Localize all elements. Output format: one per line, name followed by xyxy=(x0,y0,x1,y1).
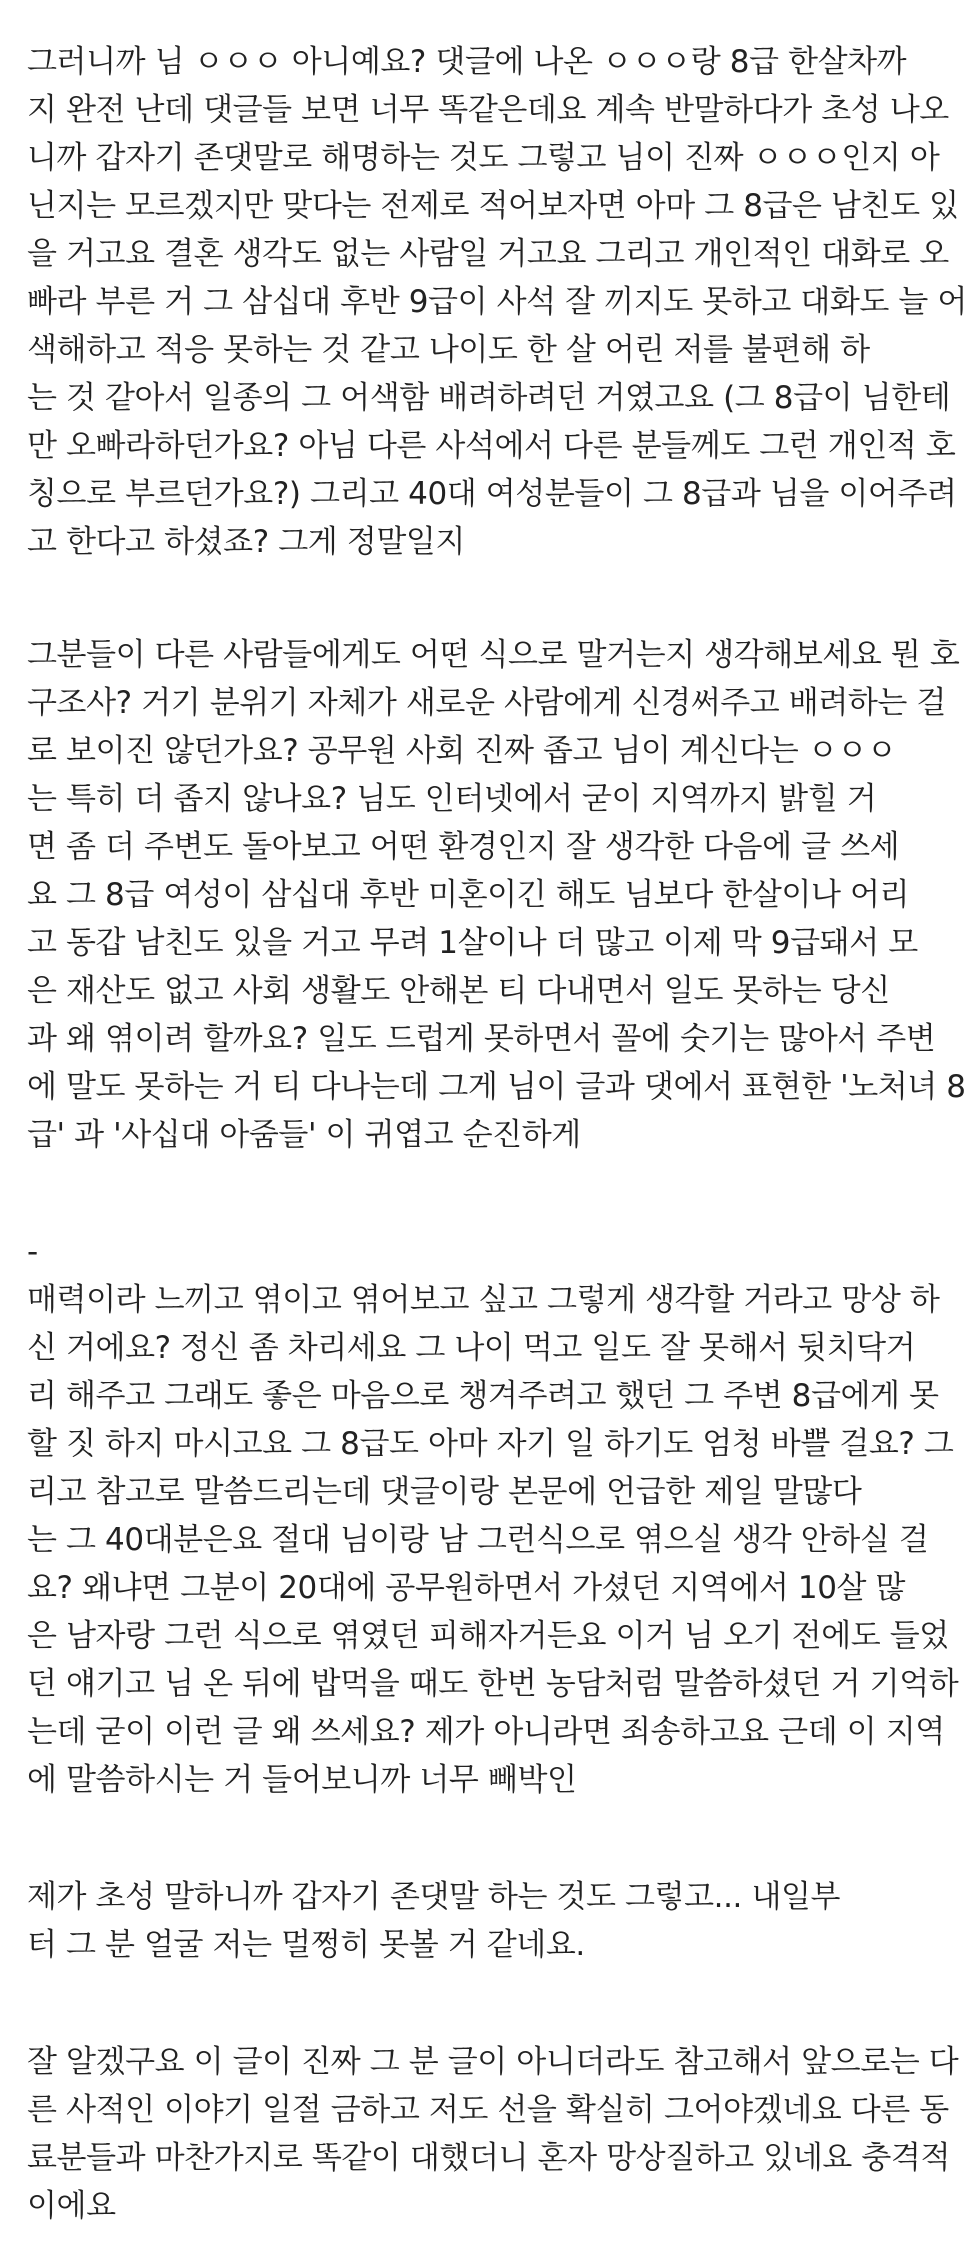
text-line: 료분들과 마찬가지로 똑같이 대했더니 혼자 망상질하고 있네요 충격적 xyxy=(27,2140,951,2176)
text-line: 제가 초성 말하니까 갑자기 존댓말 하는 것도 그렇고... 내일부 xyxy=(27,1879,841,1915)
text-line: 칭으로 부르던가요?) 그리고 40대 여성분들이 그 8급과 님을 이어주려 xyxy=(27,476,957,512)
text-line: 리고 참고로 말씀드리는데 댓글이랑 본문에 언급한 제일 말많다 xyxy=(27,1474,862,1510)
text-line: 빠라 부른 거 그 삼십대 후반 9급이 사석 잘 끼지도 못하고 대화도 늘 어 xyxy=(27,284,967,320)
text-line: 색해하고 적응 못하는 것 같고 나이도 한 살 어린 저를 불편해 하 xyxy=(27,332,870,368)
text-line: 에 말도 못하는 거 티 다나는데 그게 님이 글과 댓에서 표현한 '노처녀 8 xyxy=(27,1069,966,1105)
text-line: 그러니까 님 ㅇㅇㅇ 아니예요? 댓글에 나온 ㅇㅇㅇ랑 8급 한살차까 xyxy=(27,44,907,80)
text-line: 고 한다고 하셨죠? 그게 정말일지 xyxy=(27,524,465,560)
text-line: 고 동갑 남친도 있을 거고 무려 1살이나 더 많고 이제 막 9급돼서 모 xyxy=(27,925,918,961)
text-line: 과 왜 엮이려 할까요? 일도 드럽게 못하면서 꼴에 숫기는 많아서 주변 xyxy=(27,1021,936,1057)
text-line: 요 그 8급 여성이 삼십대 후반 미혼이긴 해도 님보다 한살이나 어리 xyxy=(27,877,910,913)
text-line: 을 거고요 결혼 생각도 없는 사람일 거고요 그리고 개인적인 대화로 오 xyxy=(27,236,949,272)
text-line: 급' 과 '사십대 아줌들' 이 귀엽고 순진하게 xyxy=(27,1117,581,1153)
text-line: 구조사? 거기 분위기 자체가 새로운 사람에게 신경써주고 배려하는 걸 xyxy=(27,685,946,721)
text-line: 요? 왜냐면 그분이 20대에 공무원하면서 가셨던 지역에서 10살 많 xyxy=(27,1570,906,1606)
text-line: 는 그 40대분은요 절대 님이랑 남 그런식으로 엮으실 생각 안하실 걸 xyxy=(27,1522,929,1558)
text-line: 른 사적인 이야기 일절 금하고 저도 선을 확실히 그어야겠네요 다른 동 xyxy=(27,2092,949,2128)
text-line: 그분들이 다른 사람들에게도 어떤 식으로 말거는지 생각해보세요 뭔 호 xyxy=(27,637,960,673)
text-line: 리 해주고 그래도 좋은 마음으로 챙겨주려고 했던 그 주변 8급에게 못 xyxy=(27,1378,939,1414)
text-line: 터 그 분 얼굴 저는 멀쩡히 못볼 거 같네요. xyxy=(27,1927,585,1963)
text-line: 면 좀 더 주변도 돌아보고 어떤 환경인지 잘 생각한 다음에 글 쓰세 xyxy=(27,829,900,865)
text-line: 는 것 같아서 일종의 그 어색함 배려하려던 거였고요 (그 8급이 님한테 xyxy=(27,380,951,416)
text-line: 지 완전 난데 댓글들 보면 너무 똑같은데요 계속 반말하다가 초성 나오 xyxy=(27,92,949,128)
text-line: 신 거에요? 정신 좀 차리세요 그 나이 먹고 일도 잘 못해서 뒷치닥거 xyxy=(27,1330,916,1366)
text-line: 은 재산도 없고 사회 생활도 안해본 티 다내면서 일도 못하는 당신 xyxy=(27,973,890,1009)
text-line: 던 얘기고 님 온 뒤에 밥먹을 때도 한번 농담처럼 말씀하셨던 거 기억하 xyxy=(27,1666,959,1702)
text-line: 이에요 xyxy=(27,2188,116,2224)
separator-dash: - xyxy=(27,1234,38,1270)
text-line: 는 특히 더 좁지 않나요? 님도 인터넷에서 굳이 지역까지 밝힐 거 xyxy=(27,781,877,817)
text-line: 잘 알겠구요 이 글이 진짜 그 분 글이 아니더라도 참고해서 앞으로는 다 xyxy=(27,2044,959,2080)
text-line: 은 남자랑 그런 식으로 엮였던 피해자거든요 이거 님 오기 전에도 들었 xyxy=(27,1618,949,1654)
text-line: 매력이라 느끼고 엮이고 엮어보고 싶고 그렇게 생각할 거라고 망상 하 xyxy=(27,1282,940,1318)
text-line: 만 오빠라하던가요? 아님 다른 사석에서 다른 분들께도 그런 개인적 호 xyxy=(27,428,956,464)
text-line: 닌지는 모르겠지만 맞다는 전제로 적어보자면 아마 그 8급은 남친도 있 xyxy=(27,188,959,224)
text-line: 에 말씀하시는 거 들어보니까 너무 빼박인 xyxy=(27,1762,577,1798)
text-line: 는데 굳이 이런 글 왜 쓰세요? 제가 아니라면 죄송하고요 근데 이 지역 xyxy=(27,1714,945,1750)
text-line: 니까 갑자기 존댓말로 해명하는 것도 그렇고 님이 진짜 ㅇㅇㅇ인지 아 xyxy=(27,140,940,176)
text-line: 할 짓 하지 마시고요 그 8급도 아마 자기 일 하기도 엄청 바쁠 걸요? 그 xyxy=(27,1426,954,1462)
text-line: 로 보이진 않던가요? 공무원 사회 진짜 좁고 님이 계신다는 ㅇㅇㅇ xyxy=(27,733,897,769)
